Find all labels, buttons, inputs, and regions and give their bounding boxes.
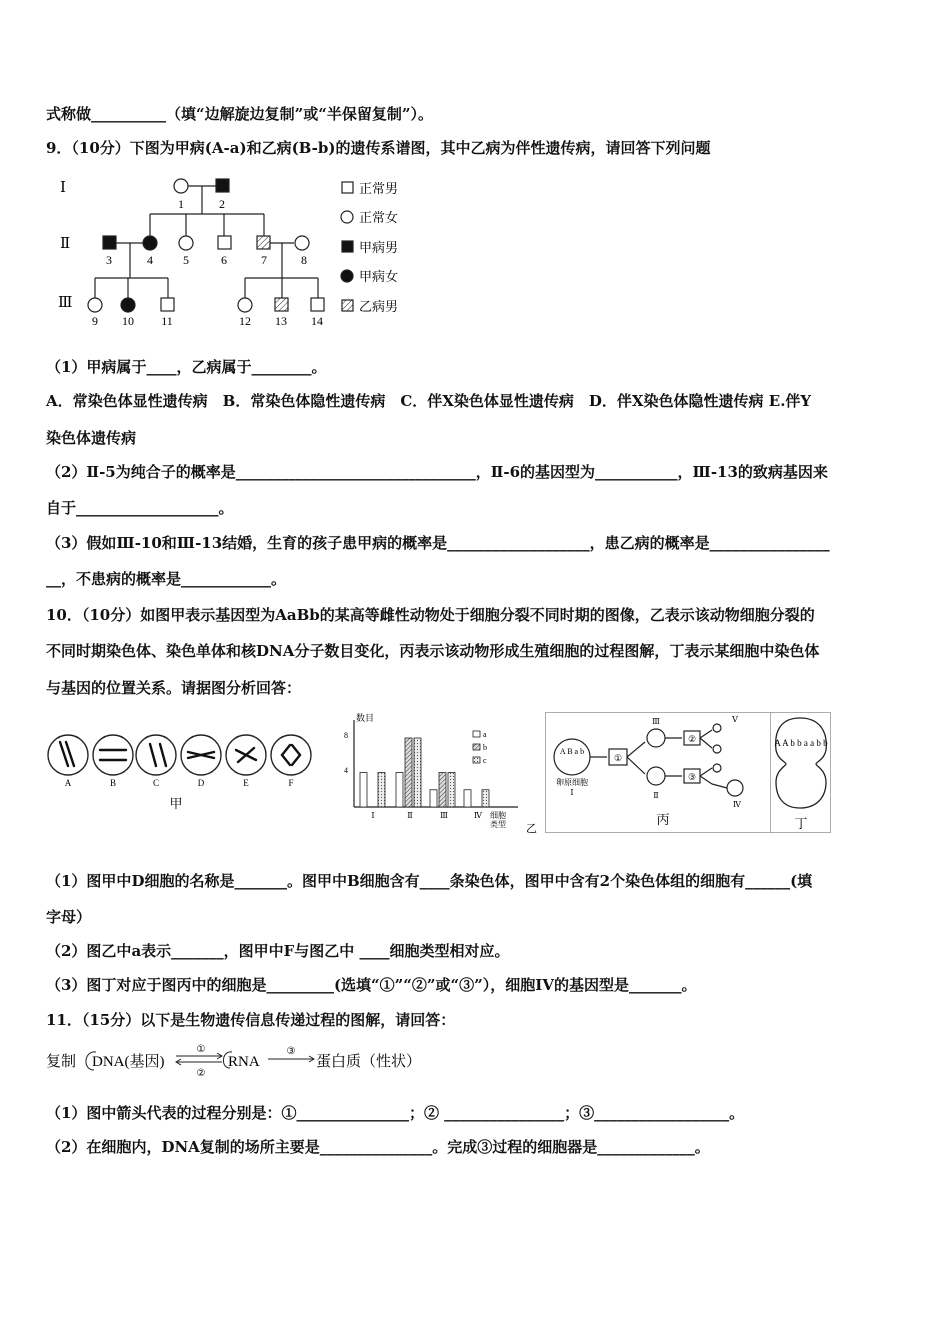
figure-ding-cell — [770, 712, 832, 834]
figure-label: 丙 — [656, 812, 670, 827]
question-10-1-cont: 字母） — [46, 908, 92, 926]
process-number: ③ — [286, 1046, 296, 1057]
figure-bing-process — [545, 712, 775, 834]
individual-6 — [218, 236, 231, 249]
legend-c-swatch — [473, 757, 480, 763]
individual-3 — [103, 236, 116, 249]
legend-label: 甲病男 — [359, 240, 399, 255]
legend-b-swatch — [473, 744, 480, 750]
cell-roman-label: Ⅲ — [652, 717, 660, 726]
individual-number: 11 — [161, 314, 173, 328]
legend-normal-female-icon — [341, 211, 353, 223]
figure-label: 乙 — [526, 823, 537, 834]
figure-label: 甲 — [169, 796, 183, 811]
figure-information-flow — [46, 1040, 436, 1080]
individual-13 — [275, 298, 288, 311]
legend-label: 正常男 — [359, 181, 399, 196]
figure-jia-cells — [46, 730, 316, 815]
start-cell-number: Ⅰ — [570, 788, 574, 797]
cell-roman-label: Ⅳ — [733, 800, 741, 809]
individual-4 — [143, 236, 157, 250]
generation-label: Ⅲ — [58, 295, 73, 311]
legend-label: 甲病女 — [359, 269, 399, 284]
step-number: ① — [613, 753, 623, 763]
individual-number: 8 — [301, 253, 307, 267]
generation-label: Ⅰ — [60, 180, 66, 196]
cell-roman-label: Ⅱ — [653, 791, 659, 800]
legend-label: a — [483, 730, 487, 739]
process-number: ① — [196, 1044, 206, 1055]
bar-a-Ⅲ — [430, 790, 437, 807]
chart-x-label: 细胞 — [490, 811, 506, 820]
individual-number: 6 — [221, 253, 227, 267]
text-line: 式称做__________（填“边解旋边复制”或“半保留复制”）。 — [46, 105, 434, 123]
question-10-stem-cont: 不同时期染色体、染色单体和核DNA分子数目变化，丙表示该动物形成生殖细胞的过程图解，丁表示某细胞中染色体 — [46, 642, 820, 660]
individual-number: 4 — [147, 253, 153, 267]
question-9-3: （3）假如Ⅲ-10和Ⅲ-13结婚，生育的孩子患甲病的概率是___________________，患乙病的概率是________________ — [46, 534, 830, 552]
individual-5 — [179, 236, 193, 250]
legend-a-swatch — [473, 731, 480, 737]
individual-11 — [161, 298, 174, 311]
protein-label: 蛋白质（性状） — [316, 1054, 422, 1070]
chart-y-tick: 4 — [344, 766, 348, 775]
copy-label: 复制 — [46, 1054, 77, 1070]
individual-10 — [121, 298, 135, 312]
bar-a-Ⅳ — [464, 790, 471, 807]
question-9-2-cont: 自于___________________。 — [46, 499, 234, 517]
legend-label: b — [483, 743, 487, 752]
question-11-2: （2）在细胞内，DNA复制的场所主要是_______________。完成③过程的细胞器是_____________。 — [46, 1138, 710, 1156]
gene-label: A B a b — [559, 747, 585, 756]
figure-yi-bar-chart — [338, 712, 538, 834]
pedigree-chart — [46, 170, 426, 335]
figure-label: 丁 — [794, 816, 808, 831]
individual-number: 14 — [311, 314, 323, 328]
start-cell-label: 卵原细胞 — [556, 778, 588, 787]
question-10-stem: 10．（10分）如图甲表示基因型为AaBb的某高等雌性动物处于细胞分裂不同时期的图像，乙表示该动物细胞分裂的 — [46, 606, 815, 624]
individual-9 — [88, 298, 102, 312]
individual-number: 12 — [239, 314, 251, 328]
bar-c-Ⅱ — [414, 738, 421, 807]
question-9-1: （1）甲病属于____，乙病属于________。 — [46, 358, 327, 376]
bar-a-Ⅱ — [396, 773, 403, 808]
chart-x-tick: Ⅱ — [407, 811, 413, 820]
question-9-2: （2）Ⅱ-5为纯合子的概率是________________________________，Ⅱ-6的基因型为___________，Ⅲ-13的致病基因来 — [46, 463, 828, 481]
question-10-2: （2）图乙中a表示_______，图甲中F与图乙中 ____细胞类型相对应。 — [46, 942, 510, 960]
cell-roman-label: Ⅴ — [732, 715, 738, 724]
individual-12 — [238, 298, 252, 312]
chart-x-label: 类型 — [490, 820, 506, 829]
rna-label: RNA — [228, 1054, 260, 1070]
chart-x-tick: Ⅳ — [474, 811, 482, 820]
question-9-options-cont: 染色体遗传病 — [46, 429, 137, 447]
individual-number: 5 — [183, 253, 189, 267]
legend-label: c — [483, 756, 487, 765]
bar-c-Ⅳ — [482, 790, 489, 807]
individual-number: 2 — [219, 197, 225, 211]
process-number: ② — [196, 1068, 206, 1079]
chart-x-tick: Ⅰ — [371, 811, 375, 820]
individual-2 — [216, 179, 229, 192]
question-10-1: （1）图甲中D细胞的名称是_______。图甲中B细胞含有____条染色体，图甲中含有2个染色体组的细胞有______(填 — [46, 872, 813, 890]
legend-normal-male-icon — [342, 182, 353, 193]
step-number: ② — [687, 734, 697, 744]
bar-a-Ⅰ — [360, 773, 367, 808]
legend-disease-b-male-icon — [342, 300, 353, 311]
individual-number: 10 — [122, 314, 134, 328]
individual-8 — [295, 236, 309, 250]
chart-x-tick: Ⅲ — [440, 811, 448, 820]
cell-label: F — [288, 778, 294, 788]
cell-label: C — [152, 778, 160, 788]
cell-label: E — [243, 778, 249, 788]
question-10-3: （3）图丁对应于图丙中的细胞是_________(选填“①”“②”或“③”），细胞IV的基因型是_______。 — [46, 976, 697, 994]
generation-label: Ⅱ — [60, 236, 71, 252]
individual-number: 9 — [92, 314, 98, 328]
cell-label: A — [64, 778, 72, 788]
question-10-stem-cont: 与基因的位置关系。请据图分析回答： — [46, 679, 302, 697]
individual-number: 1 — [178, 197, 184, 211]
bar-b-Ⅱ — [405, 738, 412, 807]
individual-number: 13 — [275, 314, 287, 328]
bar-c-Ⅲ — [448, 773, 455, 808]
individual-number: 3 — [106, 253, 112, 267]
bar-b-Ⅲ — [439, 773, 446, 808]
legend-disease-a-female-icon — [341, 270, 353, 282]
individual-1 — [174, 179, 188, 193]
cell-label: D — [197, 778, 205, 788]
question-9-options: A．常染色体显性遗传病 B．常染色体隐性遗传病 C．伴X染色体显性遗传病 D．伴X染色体隐性遗传病 E.伴Y — [46, 392, 812, 410]
bar-c-Ⅰ — [378, 773, 385, 808]
gene-label: A A b b a a b b — [774, 738, 828, 748]
dna-label: DNA(基因) — [92, 1054, 165, 1070]
step-number: ③ — [687, 772, 697, 782]
individual-7 — [257, 236, 270, 249]
chart-y-tick: 8 — [344, 731, 348, 740]
legend-label: 乙病男 — [359, 299, 399, 314]
question-9-stem: 9．（10分）下图为甲病(A-a)和乙病(B-b)的遗传系谱图，其中乙病为伴性遗传病，请回答下列问题 — [46, 139, 711, 157]
chart-y-label: 数目 — [356, 713, 375, 723]
question-9-3-cont: __，不患病的概率是____________。 — [46, 570, 287, 588]
question-11-1: （1）图中箭头代表的过程分别是：①_______________；② ________________；③__________________。 — [46, 1104, 745, 1122]
individual-14 — [311, 298, 324, 311]
legend-disease-a-male-icon — [342, 241, 353, 252]
cell-label: B — [109, 778, 117, 788]
legend-label: 正常女 — [359, 210, 399, 225]
question-11-stem: 11．（15分）以下是生物遗传信息传递过程的图解，请回答： — [46, 1011, 456, 1029]
individual-number: 7 — [261, 253, 267, 267]
